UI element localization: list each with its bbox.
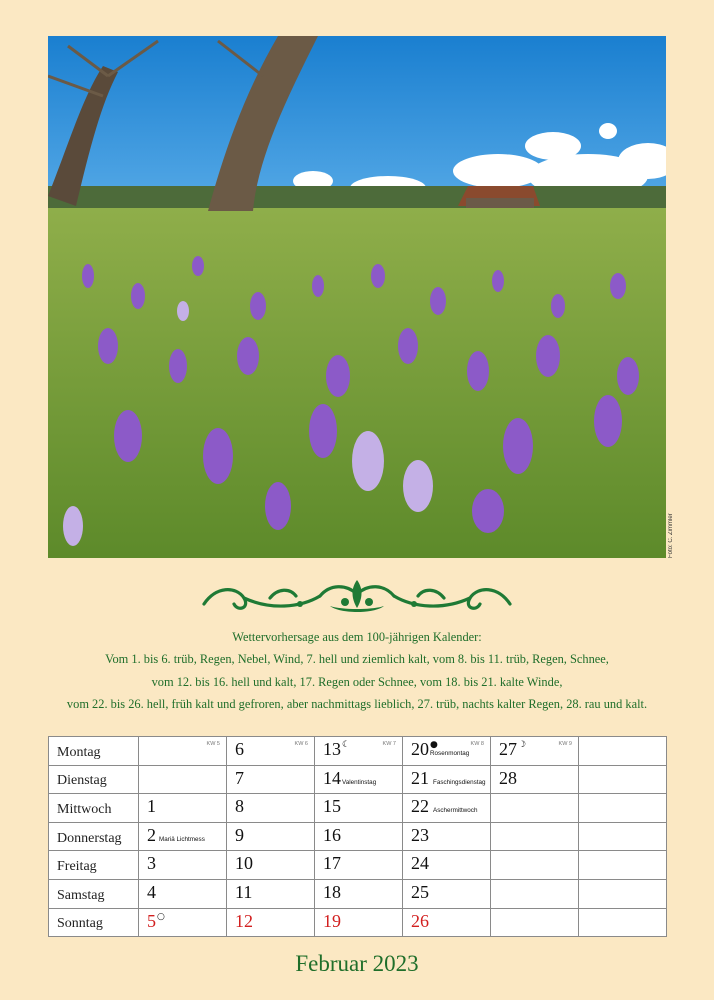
crocus-meadow-photo (48, 36, 666, 558)
weekday-label: Mittwoch (49, 794, 139, 823)
day-cell (579, 851, 667, 880)
calendar-grid (48, 736, 667, 937)
week-number: KW 7 (382, 741, 396, 747)
day-cell (139, 737, 227, 766)
day-cell: 5 ○ (139, 908, 227, 937)
calendar-row-tuesday (49, 765, 667, 794)
day-cell: 28 (491, 765, 579, 794)
week-number: KW 5 (206, 741, 220, 747)
day-cell: 24 (403, 851, 491, 880)
week-number: KW 9 (558, 741, 572, 747)
day-cell (491, 908, 579, 937)
calendar-row-thursday (49, 822, 667, 851)
day-cell: 8 (227, 794, 315, 823)
day-cell: 2 Mariä Lichtmess (139, 822, 227, 851)
day-cell: 3 (139, 851, 227, 880)
day-cell: 23 (403, 822, 491, 851)
month-title: Februar 2023 (295, 951, 419, 976)
day-cell: 27 ☽ KW 9 (491, 737, 579, 766)
weekday-label: Samstag (49, 879, 139, 908)
photo-credit: Foto: C. Zimmler (668, 513, 674, 558)
day-cell (579, 822, 667, 851)
day-cell (491, 851, 579, 880)
new-moon-icon: ● (430, 740, 438, 750)
day-cell (579, 737, 667, 766)
full-moon-icon: ○ (157, 911, 165, 922)
day-cell: 1 (139, 794, 227, 823)
weather-forecast (30, 626, 684, 715)
weekday-label: Dienstag (49, 765, 139, 794)
day-cell (579, 908, 667, 937)
calendar-row-friday (49, 851, 667, 880)
day-cell: 7 (227, 765, 315, 794)
day-cell: 4 (139, 879, 227, 908)
week-number: KW 6 (294, 741, 308, 747)
day-cell: 18 (315, 879, 403, 908)
calendar-row-wednesday (49, 794, 667, 823)
day-cell: 25 (403, 879, 491, 908)
day-cell: 11 (227, 879, 315, 908)
day-cell (579, 879, 667, 908)
weekday-label: Montag (49, 737, 139, 766)
day-cell: 6 KW 6 (227, 737, 315, 766)
week-number: KW 8 (470, 741, 484, 747)
calendar-row-sunday (49, 908, 667, 937)
day-cell: 17 (315, 851, 403, 880)
forecast-line: Vom 1. bis 6. trüb, Regen, Nebel, Wind, 7. hell und ziemlich kalt, vom 8. bis 11. trüb, Regen, Schnee, (105, 652, 609, 667)
day-cell: 12 (227, 908, 315, 937)
weekday-label: Sonntag (49, 908, 139, 937)
calendar-row-monday (49, 737, 667, 766)
day-cell: 13 ☾ KW 7 (315, 737, 403, 766)
day-cell (579, 794, 667, 823)
day-cell (491, 879, 579, 908)
day-cell: 14 Valentinstag (315, 765, 403, 794)
day-cell (491, 822, 579, 851)
day-cell: 9 (227, 822, 315, 851)
day-cell: 16 (315, 822, 403, 851)
forecast-line: vom 12. bis 16. hell und kalt, 17. Regen oder Schnee, vom 18. bis 21. kalte Winde, (151, 674, 563, 689)
waxing-moon-icon: ☽ (518, 740, 527, 750)
forecast-line: vom 22. bis 26. hell, früh kalt und gefroren, aber nachmittags lieblich, 27. trüb, nachts kalter Regen, 28. rau und kalt. (66, 696, 648, 711)
day-cell: 22 Aschermittwoch (403, 794, 491, 823)
day-cell: 26 (403, 908, 491, 937)
day-cell (139, 765, 227, 794)
weekday-label: Donnerstag (49, 822, 139, 851)
waning-moon-icon: ☾ (342, 740, 351, 750)
decorative-ornament (200, 578, 514, 616)
weekday-label: Freitag (49, 851, 139, 880)
day-cell: 21 Faschingsdienstag (403, 765, 491, 794)
day-cell: 20 ● Rosenmontag KW 8 (403, 737, 491, 766)
calendar-row-saturday (49, 879, 667, 908)
day-cell: 19 (315, 908, 403, 937)
day-cell (579, 765, 667, 794)
day-cell: 15 (315, 794, 403, 823)
day-cell: 10 (227, 851, 315, 880)
forecast-heading: Wettervorhersage aus dem 100-jährigen Kalender: (232, 630, 482, 644)
day-cell (491, 794, 579, 823)
